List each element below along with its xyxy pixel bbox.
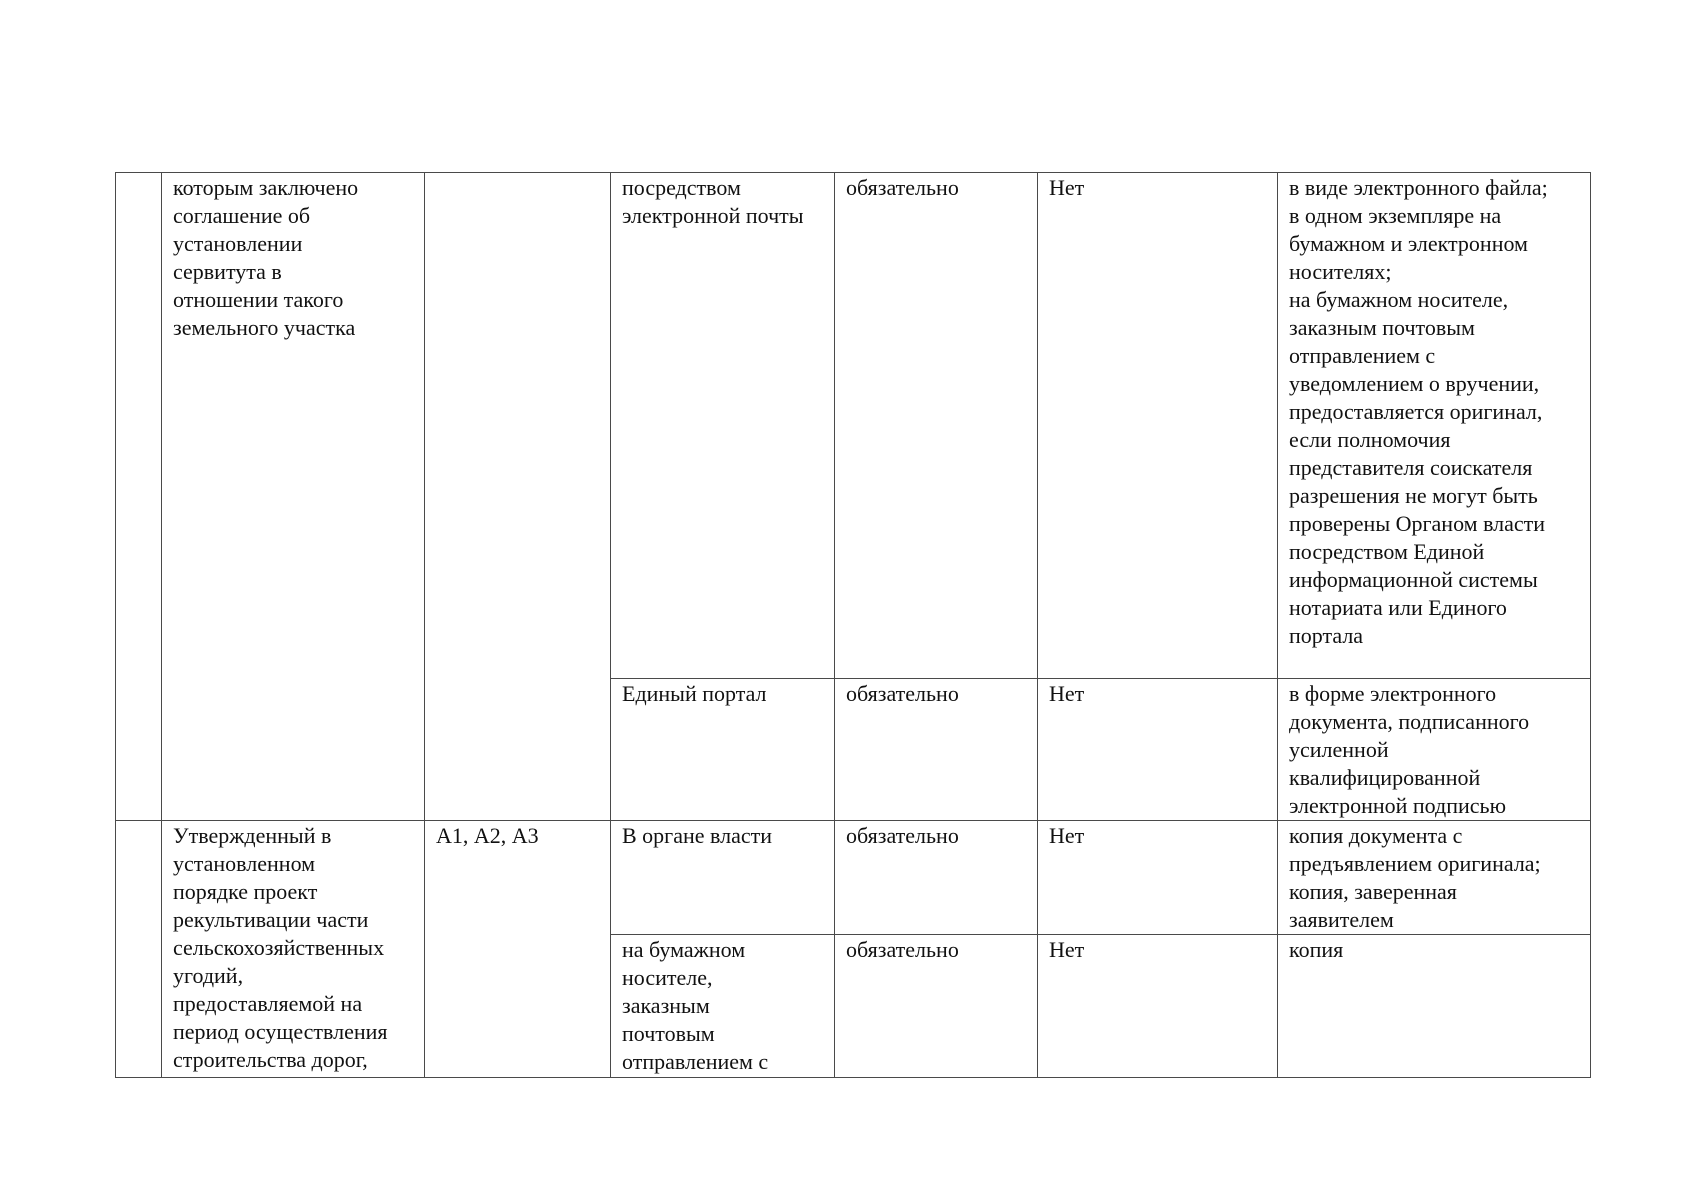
requirement: обязательно: [846, 937, 959, 962]
submission-method: Единый портал: [622, 681, 767, 706]
requirement: обязательно: [846, 175, 959, 200]
condition: Нет: [1049, 681, 1085, 706]
requirement-cell: [835, 935, 1038, 1078]
condition: Нет: [1049, 823, 1085, 848]
requirement-cell: [835, 821, 1038, 935]
row-number-cell: [116, 173, 162, 821]
submission-method-cell: [611, 173, 835, 679]
submission-method-cell: [611, 935, 835, 1078]
document-form-cell: [1278, 821, 1591, 935]
requirement-cell: [835, 679, 1038, 821]
table-row: [116, 173, 1591, 679]
document-form-cell: [1278, 679, 1591, 821]
document-form-cell: [1278, 173, 1591, 679]
submission-method: посредством электронной почты: [622, 175, 804, 228]
requirement: обязательно: [846, 823, 959, 848]
submission-method: на бумажном носителе, заказным почтовым отправлением с: [622, 937, 769, 1074]
submission-method-cell: [611, 679, 835, 821]
condition-cell: [1038, 935, 1278, 1078]
document-name-cell: [162, 173, 425, 821]
document-name: Утвержденный в установленном порядке проект рекультивации части сельскохозяйственных угодий, предоставляемой на период осуществления строительства дорог,: [173, 823, 388, 1072]
applicant-categories-cell: [425, 173, 611, 821]
submission-method: В органе власти: [622, 823, 772, 848]
document-requirements-table: [115, 172, 1591, 1078]
condition-cell: [1038, 173, 1278, 679]
requirement-cell: [835, 173, 1038, 679]
document-form: в форме электронного документа, подписанного усиленной квалифицированной электронной подписью: [1289, 681, 1530, 818]
row-number-cell: [116, 821, 162, 1078]
table-row: [116, 821, 1591, 935]
applicant-categories-cell: [425, 821, 611, 1078]
requirement: обязательно: [846, 681, 959, 706]
submission-method-cell: [611, 821, 835, 935]
condition-cell: [1038, 821, 1278, 935]
document-form: копия: [1289, 937, 1344, 962]
condition-cell: [1038, 679, 1278, 821]
document-name: которым заключено соглашение об установлении сервитута в отношении такого земельного участка: [173, 175, 359, 340]
applicant-categories: А1, А2, А3: [436, 823, 539, 848]
document-form: копия документа с предъявлением оригинала; копия, заверенная заявителем: [1289, 823, 1541, 932]
document-form-cell: [1278, 935, 1591, 1078]
document-name-cell: [162, 821, 425, 1078]
condition: Нет: [1049, 175, 1085, 200]
condition: Нет: [1049, 937, 1085, 962]
document-form: в виде электронного файла; в одном экземпляре на бумажном и электронном носителях; на бумажном носителе, заказным почтовым отправлением с уведомлением о вручении, предоставляется оригинал, если полномочия представителя соискателя разрешения не могут быть проверены Органом власти посредством Единой информационной системы нотариата или Единого портала: [1289, 175, 1548, 648]
